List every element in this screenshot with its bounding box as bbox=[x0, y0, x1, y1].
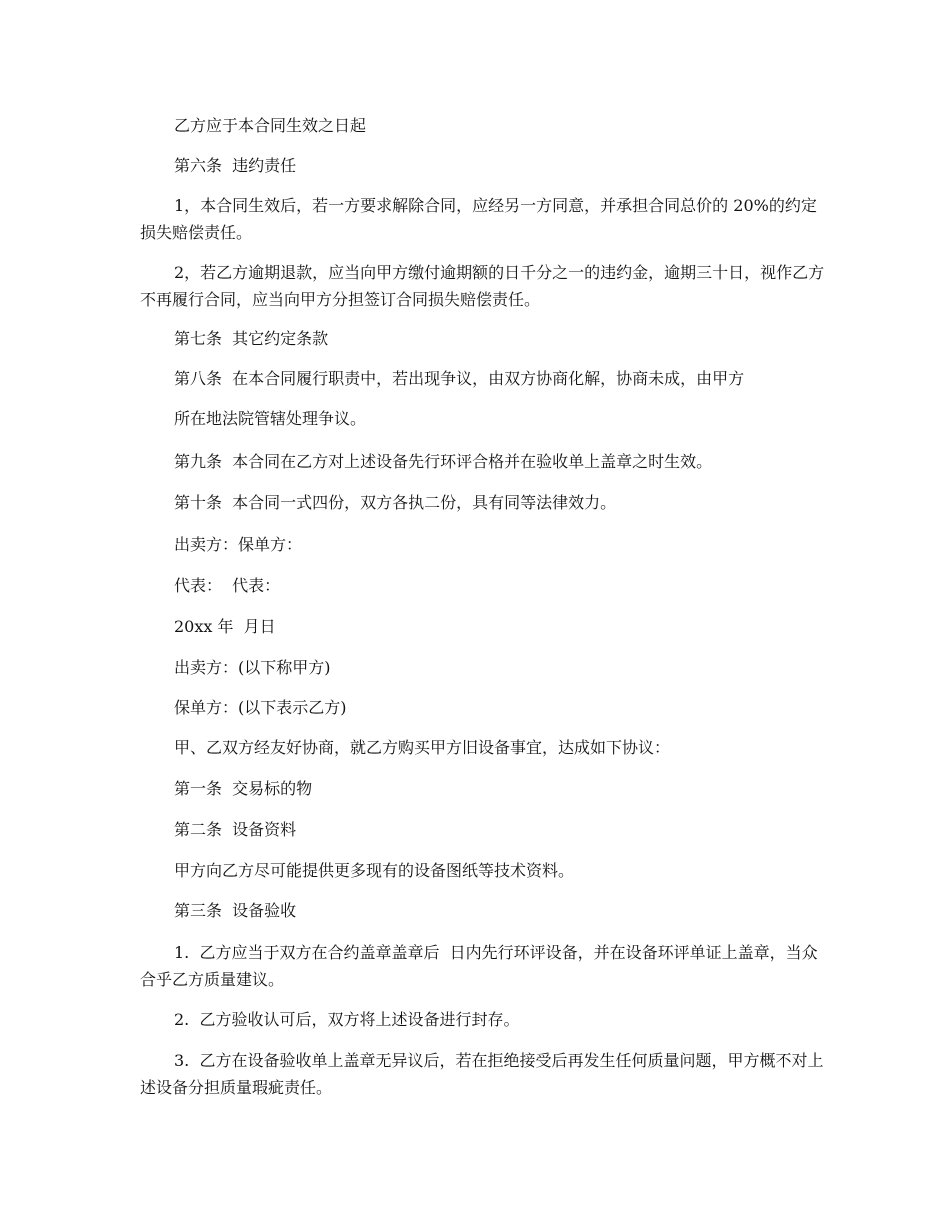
paragraph: 3. 乙方在设备验收单上盖章无异议后，若在拒绝接受后再发生任何质量问题，甲方概不对上述设备分担质量瑕疵责任。 bbox=[140, 1051, 824, 1097]
signature-line: 出卖方：保单方： bbox=[174, 535, 303, 554]
paragraph: 2. 乙方验收认可后，双方将上述设备进行封存。 bbox=[174, 1010, 520, 1029]
paragraph: 乙方应于本合同生效之日起 bbox=[174, 116, 367, 135]
section-heading: 第十条 本合同一式四份，双方各执二份，具有同等法律效力。 bbox=[174, 493, 617, 512]
section-heading: 第一条 交易标的物 bbox=[174, 779, 313, 798]
paragraph: 2，若乙方逾期退款，应当向甲方缴付逾期额的日千分之一的违约金，逾期三十日，视作乙方不再履行合同，应当向甲方分担签订合同损失赔偿责任。 bbox=[140, 263, 825, 309]
party-line: 出卖方：(以下称甲方) bbox=[174, 658, 331, 677]
section-heading: 第七条 其它约定条款 bbox=[174, 329, 329, 348]
paragraph: 所在地法院管辖处理争议。 bbox=[174, 409, 367, 428]
paragraph: 1，本合同生效后，若一方要求解除合同，应经另一方同意，并承担合同总价的 20%的约定损失赔偿责任。 bbox=[140, 196, 817, 242]
section-heading: 第九条 本合同在乙方对上述设备先行环评合格并在验收单上盖章之时生效。 bbox=[174, 452, 713, 471]
section-heading: 第八条 在本合同履行职责中，若出现争议，由双方协商化解，协商未成，由甲方 bbox=[174, 369, 745, 388]
section-heading: 第二条 设备资料 bbox=[174, 820, 297, 839]
section-heading: 第六条 违约责任 bbox=[174, 156, 297, 175]
paragraph: 甲方向乙方尽可能提供更多现有的设备图纸等技术资料。 bbox=[174, 861, 575, 880]
party-line: 保单方：(以下表示乙方) bbox=[174, 698, 347, 717]
paragraph: 甲、乙双方经友好协商，就乙方购买甲方旧设备事宜，达成如下协议： bbox=[174, 738, 671, 757]
date-line: 20xx 年 月日 bbox=[174, 617, 276, 636]
section-heading: 第三条 设备验收 bbox=[174, 901, 297, 920]
paragraph: 1. 乙方应当于双方在合约盖章盖章后 日内先行环评设备，并在设备环评单证上盖章，当众合乎乙方质量建议。 bbox=[140, 943, 818, 989]
signature-line: 代表： 代表： bbox=[174, 576, 281, 595]
